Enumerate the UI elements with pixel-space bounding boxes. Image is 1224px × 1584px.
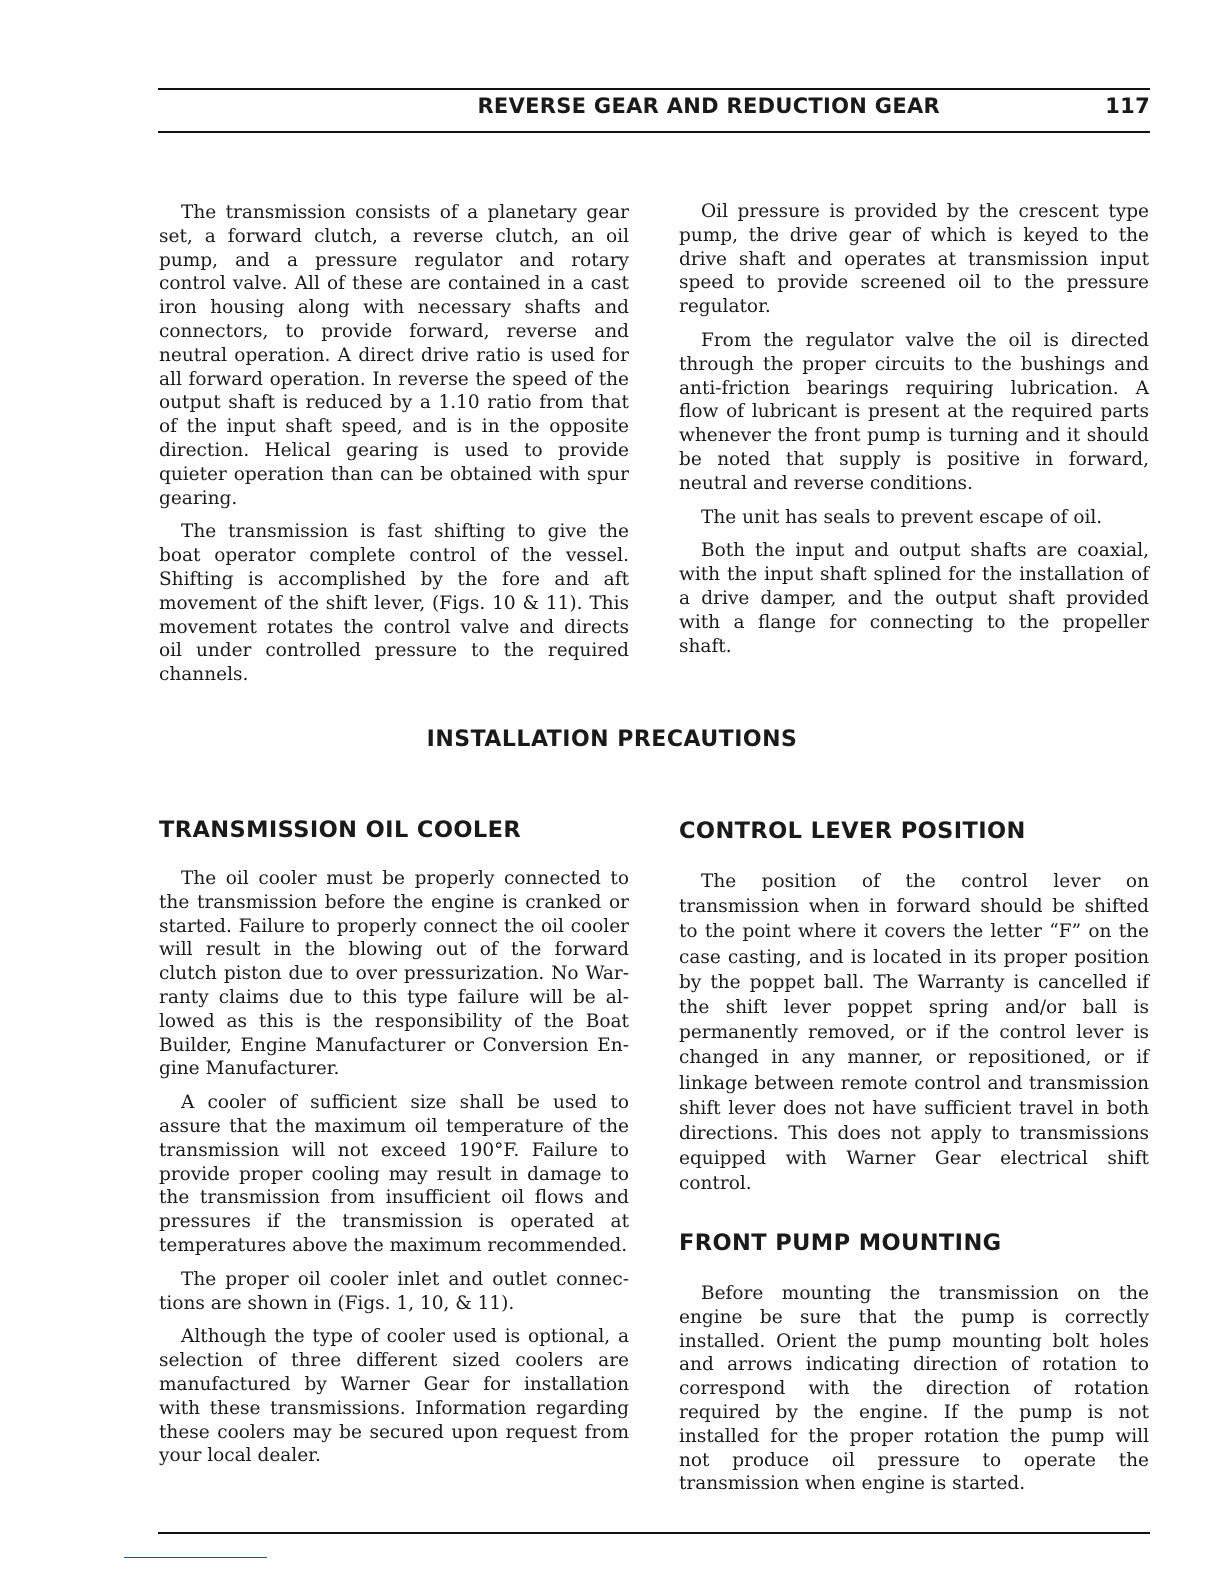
- paragraph: Both the input and output shafts are coaxial, with the input shaft splined for the installation of a drive damper, and the output shaft provided with a flange for connecting to the propeller shaft.: [679, 540, 1149, 657]
- paragraph: The oil cooler must be properly connected to the transmission before the engine is cranked or started. Failure to properly connect the oil cooler will result in the blowing out of the forward clutch piston due to over pressurization. No Warranty claims due to this type failure will be allowed as this is the responsibility of the Boat Builder, Engine Manufacturer or Conversion Engine Manufacturer.: [159, 868, 629, 1080]
- paragraph: The transmission consists of a planetary gear set, a forward clutch, a reverse clutch, an oil pump, and a pressure regulator and rotary control valve. All of these are contained in a cast iron housing along with necessary shafts and connectors, to provide forward, reverse and neutral operation. A direct drive ratio is used for all forward operation. In reverse the speed of the output shaft is reduced by a 1.10 ratio from that of the input shaft speed, and is in the opposite direction. Helical gearing is used to provide quieter operation than can be obtained with spur gearing.: [159, 202, 629, 509]
- paragraph: The transmission is fast shifting to give the boat operator complete control of the vessel. Shifting is accomplished by the fore and aft movement of the shift lever, (Figs. 10 & 11). This movement rotates the control valve and directs oil under controlled pressure to the required channels.: [159, 521, 629, 686]
- paragraph: Before mounting the transmission on the engine be sure that the pump is correctly installed. Orient the pump mounting bolt holes and arrows indicating direction of rotation to correspond with the direction of rotation required by the engine. If the pump is not installed for the proper rotation the pump will not produce oil pressure to operate the transmission when engine is started.: [679, 1283, 1149, 1495]
- paragraph: From the regulator valve the oil is directed through the proper circuits to the bushings and anti-friction bearings requiring lubrication. A flow of lubricant is present at the required parts whenever the front pump is turning and it should be noted that supply is positive in forward, neutral and reverse conditions.: [679, 329, 1149, 494]
- header-top-rule: [158, 88, 1150, 90]
- footer-mark: [124, 1557, 267, 1558]
- section-title: INSTALLATION PRECAUTIONS: [426, 727, 798, 752]
- front-pump-body: [679, 1282, 1149, 1506]
- subsection-title-oil-cooler: TRANSMISSION OIL COOLER: [159, 817, 522, 843]
- running-header: [160, 94, 1150, 122]
- subsection-title-front-pump: FRONT PUMP MOUNTING: [679, 1230, 1002, 1256]
- intro-left-column: [159, 201, 629, 697]
- subsection-title-control-lever: CONTROL LEVER POSITION: [679, 818, 1026, 844]
- footer-rule: [158, 1532, 1150, 1534]
- paragraph: A cooler of sufficient size shall be used to assure that the maximum oil temperature of the transmission will not exceed 190°F. Failure to provide proper cooling may result in damage to the transmission from insufficient oil flows and pressures if the transmission is operated at temperatures above the maximum recommended.: [159, 1092, 629, 1256]
- page-number: 117: [1105, 94, 1150, 118]
- paragraph: The unit has seals to prevent escape of oil.: [701, 506, 1103, 528]
- control-lever-body: [679, 869, 1149, 1207]
- paragraph: The proper oil cooler inlet and outlet connections are shown in (Figs. 1, 10, & 11).: [159, 1268, 629, 1314]
- paragraph: Although the type of cooler used is optional, a selection of three different sized coolers are manufactured by Warner Gear for installation with these transmissions. Information regarding these coolers may be secured upon request from your local dealer.: [159, 1326, 629, 1467]
- intro-right-column: [679, 200, 1149, 668]
- paragraph: The position of the control lever on transmission when in forward should be shifted to the point where it covers the letter “F” on the case casting, and is located in its proper position by the poppet ball. The Warranty is cancelled if the shift lever poppet spring and/or ball is permanently removed, or if the control lever is changed in any manner, or repositioned, or if linkage between remote control and transmission shift lever does not have sufficient travel in both directions. This does not apply to transmissions equipped with Warner Gear electrical shift control.: [679, 871, 1149, 1195]
- chapter-title: REVERSE GEAR AND REDUCTION GEAR: [477, 94, 940, 118]
- oil-cooler-body: [159, 867, 629, 1478]
- paragraph: Oil pressure is provided by the crescent type pump, the drive gear of which is keyed to the drive shaft and operates at transmission input speed to provide screened oil to the pressure regulator.: [679, 201, 1149, 318]
- header-bottom-rule: [158, 131, 1150, 133]
